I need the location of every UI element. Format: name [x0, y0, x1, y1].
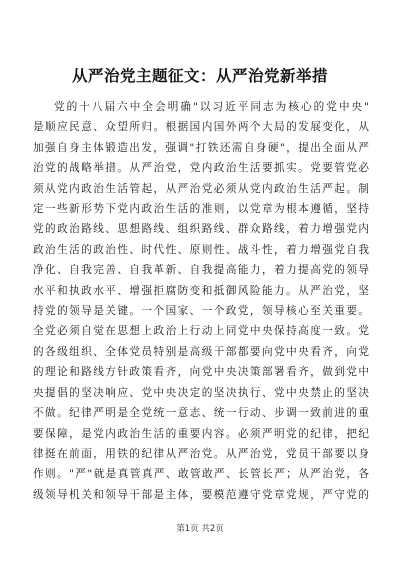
text-line: 央提倡的坚决响应、党中央决定的坚决执行、党中央禁止的坚决: [33, 386, 369, 399]
text-line: 级领导机关和领导干部是主体，要模范遵守党章党规，严守党的: [33, 488, 369, 501]
text-line: 的各级组织、全体党员特别是高级干部都要向党中央看齐，向党: [33, 345, 369, 358]
article-body: [33, 97, 369, 505]
text-line: 党的十八届六中全会明确"以习近平同志为核心的党中央": [54, 101, 369, 113]
text-line: 须从党内政治生活管起，从严治党必须从党内政治生活严起。制: [33, 182, 369, 195]
page-footer: 第1页 共2页: [176, 524, 224, 534]
text-line: 是顺应民意、众望所归。根据国内国外两个大局的发展变化，从: [33, 121, 369, 134]
text-line: 水平和执政水平、增强拒腐防变和抵御风险能力。从严治党，坚: [33, 284, 369, 297]
text-line: 党的政治路线、思想路线、组织路线、群众路线，着力增强党内: [33, 223, 369, 236]
text-line: 律挺在前面，用铁的纪律从严治党。从严治党，党员干部要以身: [33, 447, 369, 460]
text-line: 全党必须自觉在思想上政治上行动上同党中央保持高度一致。党: [33, 325, 369, 338]
text-line: 净化、自我完善、自我革新、自我提高能力，着力提高党的领导: [33, 264, 369, 277]
text-line: 持党的领导是关键。一个国家、一个政党，领导核心至关重要。: [33, 305, 369, 318]
text-line: 的理论和路线方针政策看齐，向党中央决策部署看齐，做到党中: [33, 366, 369, 379]
text-line: 要保障，是党内政治生活的重要内容。必须严明党的纪律，把纪: [33, 427, 369, 440]
text-line: 作则。"严"就是真管真严、敢管敢严、长管长严；从严治党，各: [33, 468, 369, 481]
text-line: 不做。纪律严明是全党统一意志、统一行动、步调一致前进的重: [33, 407, 369, 420]
page-title: 从严治党主题征文：从严治党新举措: [71, 66, 328, 85]
text-line: 加强自身主体锻造出发，强调"打铁还需自身硬"，提出全面从严: [33, 141, 369, 154]
text-line: 治党的战略举措。从严治党，党内政治生活要抓实。党要管党必: [33, 162, 369, 175]
text-line: 政治生活的政治性、时代性、原则性、战斗性，着力增强党自我: [33, 243, 369, 256]
text-line: 定一些新形势下党内政治生活的准则，以党章为根本遵循，坚持: [33, 203, 369, 216]
